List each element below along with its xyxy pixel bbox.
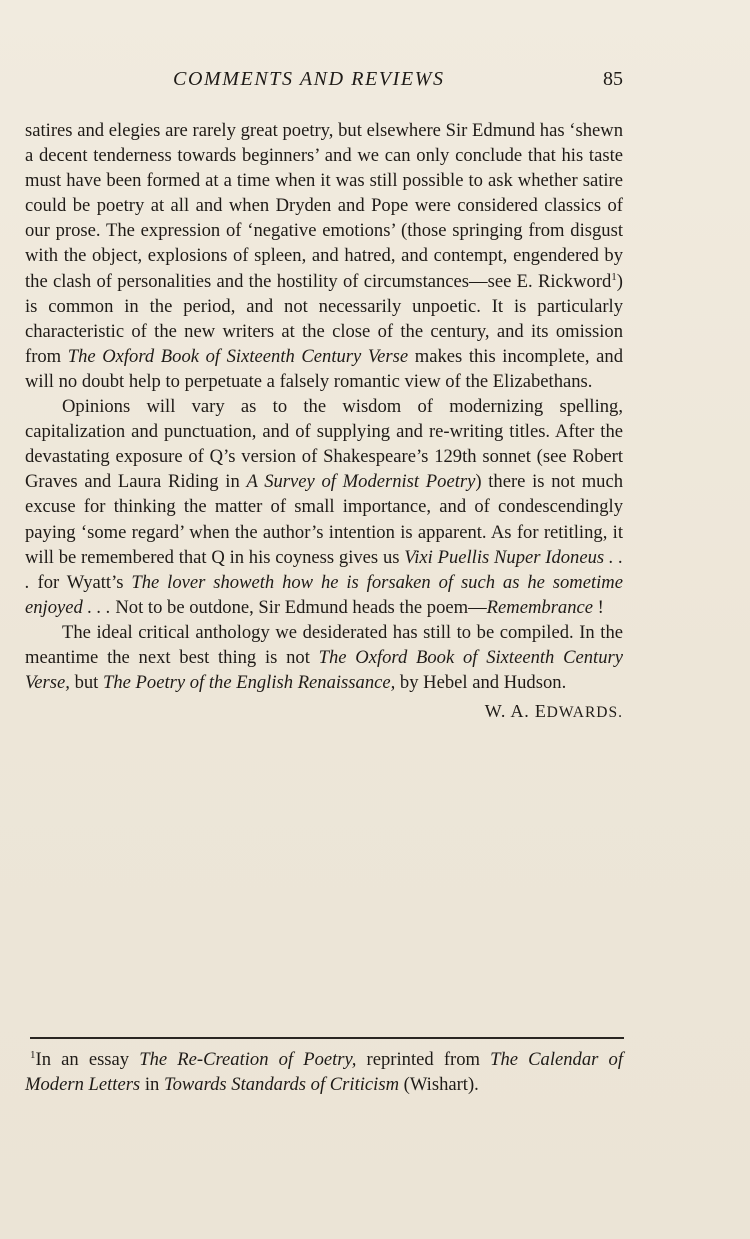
paragraph-3-text-a: The ideal critical anthology we desiderated has still to be compiled. In the meantime the next best thing is not [25,621,623,668]
footnote-reference: 1 [611,270,617,283]
footnote-title-calendar: The Calendar of Modern Letters [25,1049,623,1095]
footnote-text [25,1047,623,1097]
paragraph-2-text-d: Not to be outdone, Sir Edmund heads the poem— [110,596,487,618]
footnote-divider [30,1037,624,1039]
paragraph-3 [25,620,623,695]
paragraph-2-poem-title-q: Vixi Puellis Nuper Idoneus . . . [25,546,623,593]
paragraph-1-text-b: ) is common in the period, and not necessarily unpoetic. It is particularly characteristic of the new writers at the close of the century, and its omission from [25,270,623,367]
paragraph-3-book-title-oxford: The Oxford Book of Sixteenth Century Verse, [25,646,623,694]
footnote [25,1047,623,1097]
paragraph-2-text-b: ) there is not much excuse for thinking the matter of small importance, and of condescendingly paying ‘some regard’ when the author’s intention is apparent. As for retitling, it will be remembered that Q in his coyness gives us [25,471,623,568]
paragraph-2-poem-title-wyatt: The lover showeth how he is forsaken of such as he sometime enjoyed . . . [25,571,623,618]
paragraph-1-book-title: The Oxford Book of Sixteenth Century Verse [67,345,409,367]
page-header [25,68,623,98]
paragraph-2-text-c: for Wyatt’s [29,571,132,593]
paragraph-2-text-a: Opinions will vary as to the wisdom of modernizing spelling, capitalization and punctuation, and of supplying and re-writing titles. After the devastating exposure of Q’s version of Shakespeare’s 129th sonnet (see Robert Graves and Laura Riding in [25,396,623,493]
page-number: 85 [603,68,623,90]
body-text [25,118,623,725]
signature-smallcaps: DWARDS. [546,704,623,722]
paragraph-3-text-c: by Hebel and Hudson. [395,672,567,694]
footnote-text-d: (Wishart). [399,1074,479,1095]
paragraph-2-text-e: ! [593,596,604,618]
footnote-marker: 1 [30,1048,36,1061]
footnote-title-standards: Towards Standards of Criticism [163,1074,400,1095]
running-head: COMMENTS AND REVIEWS [173,68,445,90]
paragraph-1-text-c: makes this incomplete, and will no doubt help to perpetuate a falsely romantic view of the Elizabethans. [25,345,623,392]
paragraph-2-poem-title-remembrance: Remembrance [486,596,594,618]
footnote-text-a: In an essay [35,1049,140,1070]
footnote-text-b: reprinted from [356,1049,491,1070]
footnote-title-essay: The Re-Creation of Poetry, [139,1049,357,1070]
paragraph-3-book-title-renaissance: The Poetry of the English Renaissance, [103,672,396,694]
footnote-text-c: in [140,1074,164,1095]
paragraph-1-text-a: satires and elegies are rarely great poetry, but elsewhere Sir Edmund has ‘shewn a decent tenderness towards beginners’ and we can only conclude that his taste must have been formed at a time when it was still possible to ask whether satire could be poetry at all and when Dryden and Pope were considered classics of our prose. The expression of ‘negative emotions’ (those springing from disgust with the object, explosions of spleen, and hatred, and contempt, engendered by the clash of personalities and the hostility of circumstances—see E. Rickword [25,120,623,292]
paragraph-1 [25,118,623,394]
author-signature [25,699,623,725]
paragraph-3-text-b: but [69,672,103,694]
paragraph-2 [25,394,623,620]
signature-initials: W. A. E [484,701,547,722]
paragraph-2-book-title: A Survey of Modernist Poetry [246,471,476,493]
